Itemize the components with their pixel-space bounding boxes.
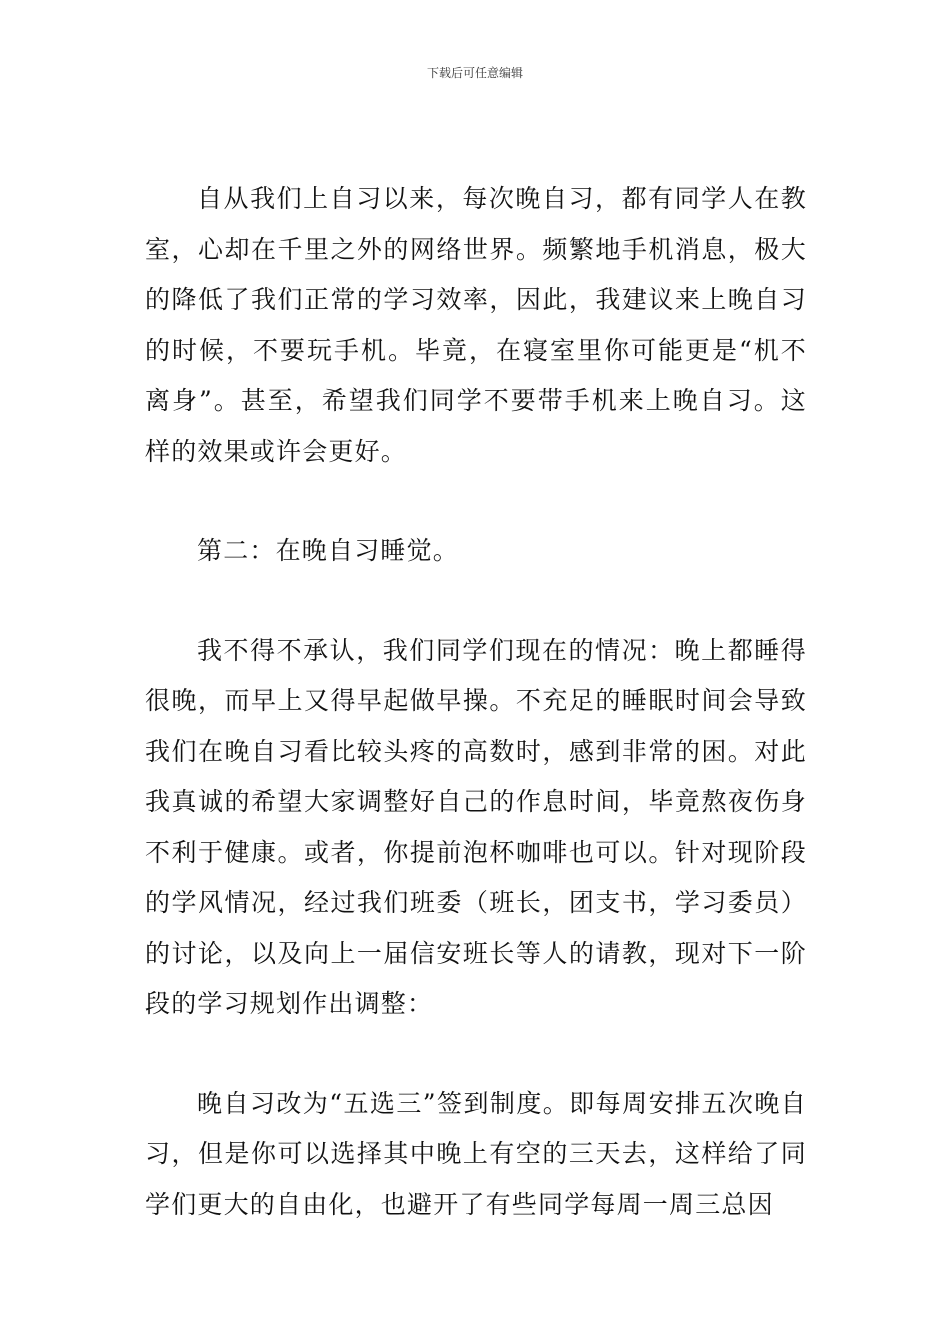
page-header: 下载后可任意编辑	[426, 66, 523, 80]
document-body	[145, 174, 807, 1230]
paragraph-sleep-situation: 我不得不承认，我们同学们现在的情况：晚上都睡得很晚，而早上又得早起做早操。不充足的睡眠时间会导致我们在晚自习看比较头疼的高数时，感到非常的困。对此我真诚的希望大家调整好自己的作息时间，毕竟熬夜伤身不利于健康。或者，你提前泡杯咖啡也可以。针对现阶段的学风情况，经过我们班委（班长，团支书，学习委员）的讨论，以及向上一届信安班长等人的请教，现对下一阶段的学习规划作出调整：	[145, 635, 807, 1018]
paragraph-heading-sleeping: 第二：在晚自习睡觉。	[197, 536, 460, 565]
paragraph-gap	[145, 1030, 807, 1079]
paragraph-attendance-policy: 晚自习改为“五选三”签到制度。即每周安排五次晚自习，但是你可以选择其中晚上有空的三天去，这样给了同学们更大的自由化，也避开了有些同学每周一周三总因	[145, 1088, 807, 1219]
paragraph-gap	[145, 477, 807, 526]
paragraph-phone-usage: 自从我们上自习以来，每次晚自习，都有同学人在教室，心却在千里之外的网络世界。频繁地手机消息，极大的降低了我们正常的学习效率，因此，我建议来上晚自习的时候，不要玩手机。毕竟，在寝室里你可能更是“机不离身”。甚至，希望我们同学不要带手机来上晚自习。这样的效果或许会更好。	[145, 184, 807, 466]
paragraph-gap	[145, 577, 807, 626]
